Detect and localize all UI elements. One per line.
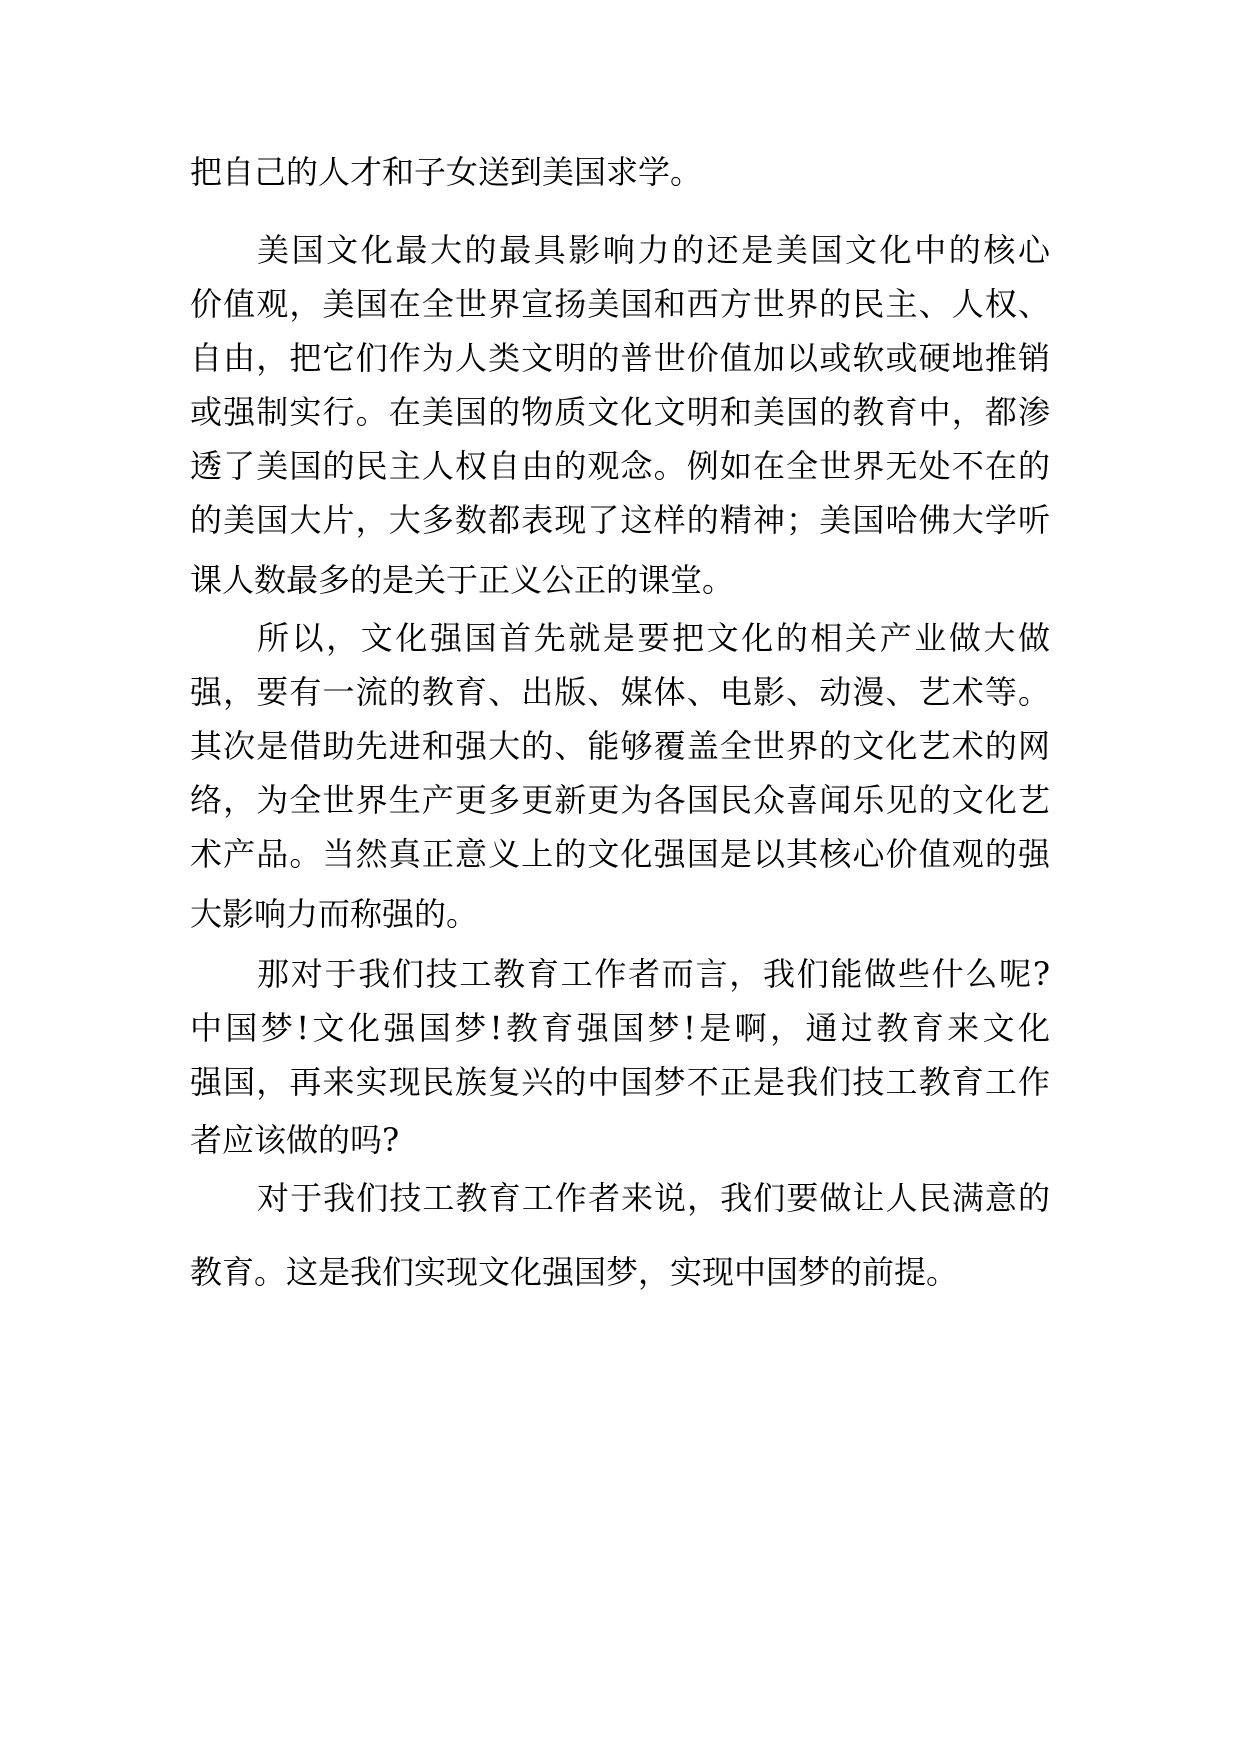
paragraph-first-line: 美国文化最大的最具影响力的还是美国文化中的核心 [257, 231, 1050, 269]
text-line: 强，要有一流的教育、出版、媒体、电影、动漫、艺术等。 [190, 673, 1050, 711]
text-line: 价值观，美国在全世界宣扬美国和西方世界的民主、人权、 [190, 285, 1050, 323]
text-line: 络，为全世界生产更多更新更为各国民众喜闻乐见的文化艺 [190, 781, 1050, 819]
text-line: 大影响力而称强的。 [190, 895, 479, 933]
text-line: 强国，再来实现民族复兴的中国梦不正是我们技工教育工作 [190, 1063, 1050, 1101]
text-line: 的美国大片，大多数都表现了这样的精神；美国哈佛大学听 [190, 501, 1050, 539]
text-line: 术产品。当然真正意义上的文化强国是以其核心价值观的强 [190, 835, 1050, 873]
text-line: 教育。这是我们实现文化强国梦，实现中国梦的前提。 [190, 1253, 959, 1291]
text-line: 把自己的人才和子女送到美国求学。 [190, 153, 703, 191]
text-line: 课人数最多的是关于正义公正的课堂。 [190, 561, 735, 599]
text-line: 中国梦!文化强国梦!教育强国梦!是啊，通过教育来文化 [190, 1009, 1050, 1047]
text-line: 或强制实行。在美国的物质文化文明和美国的教育中，都渗 [190, 393, 1050, 431]
text-line: 透了美国的民主人权自由的观念。例如在全世界无处不在的 [190, 447, 1050, 485]
text-line: 其次是借助先进和强大的、能够覆盖全世界的文化艺术的网 [190, 727, 1050, 765]
text-line: 者应该做的吗? [190, 1121, 400, 1159]
text-line: 自由，把它们作为人类文明的普世价值加以或软或硬地推销 [190, 339, 1050, 377]
paragraph-first-line: 所以，文化强国首先就是要把文化的相关产业做大做 [257, 619, 1050, 657]
paragraph-first-line: 对于我们技工教育工作者来说，我们要做让人民满意的 [257, 1179, 1050, 1217]
paragraph-first-line: 那对于我们技工教育工作者而言，我们能做些什么呢? [257, 955, 1050, 993]
